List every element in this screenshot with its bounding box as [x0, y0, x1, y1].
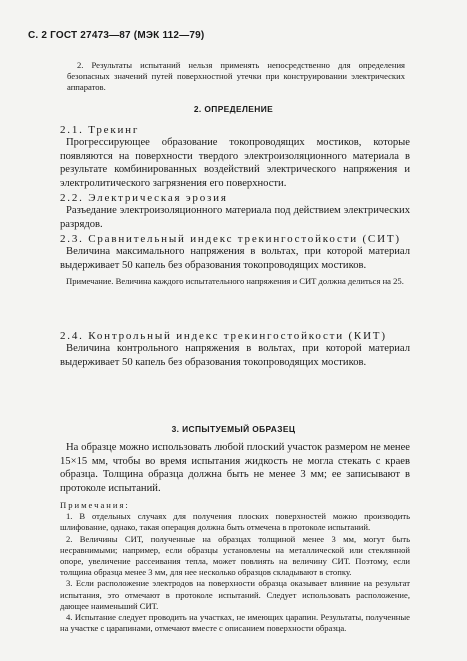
note-2: 2. Величины СИТ, полученные на образцах толщиной менее 3 мм, могут быть несравнимыми; например, если образцы установлены на металлической или стеклянной опоре, увеличение рассеивания тепла, может повлиять на величину СИТ. Поэтому, если толщина образца менее 3 мм, для нее несколько образцов складывают в стопку.: [60, 533, 410, 578]
definition-2-2: [60, 192, 410, 231]
term-2-3-text: Величина максимального напряжения в вольтах, при которой материал выдерживает 50 капель без образования токопроводящих мостиков.: [60, 246, 410, 271]
intro-paragraph: [67, 60, 405, 94]
term-2-3-note: Примечание. Величина каждого испытательного напряжения и СИТ должна делиться на 25.: [66, 276, 404, 287]
section-3-text: На образце можно использовать любой плоский участок размером не менее 15×15 мм, чтобы во время испытания жидкость не могла стекать с краев образца. Толщина образца должна быть не менее 3 мм; ее записывают в протоколе испытаний.: [60, 442, 410, 494]
page-header: С. 2 ГОСТ 27473—87 (МЭК 112—79): [28, 30, 205, 41]
intro-text: 2. Результаты испытаний нельзя применять непосредственно для определения безопасных значений путей поверхностной утечки при конструировании электрических аппаратов.: [67, 60, 405, 93]
term-2-4-text: Величина контрольного напряжения в вольтах, при которой материал выдерживает 50 капель без образования токопроводящих мостиков.: [60, 343, 410, 368]
term-2-2-text: Разъедание электроизоляционного материала под действием электрических разрядов.: [60, 205, 410, 230]
note-4: 4. Испытание следует проводить на участках, не имеющих царапин. Результаты, полученные на участке с царапинами, отмечают вместе с описанием поверхности образца.: [60, 612, 410, 634]
definition-2-3: [60, 233, 410, 287]
note-3: 3. Если расположение электродов на поверхности образца оказывает влияние на результат испытания, это отмечают в протоколе испытаний. Следует использовать расположение, дающее наименьший СИТ.: [60, 578, 410, 611]
term-2-4-title: 2.4. Контрольный индекс трекингостойкости (КИТ): [60, 330, 387, 342]
term-2-2-title: 2.2. Электрическая эрозия: [60, 192, 228, 204]
term-2-1-text: Прогрессирующее образование токопроводящих мостиков, которые появляются на поверхности твердого электроизоляционного материала в результате комбинированных воздействий электрического напряжения и электролитического загрязнения его поверхности.: [60, 137, 410, 189]
notes-title: Примечания:: [60, 500, 130, 510]
term-2-3-title: 2.3. Сравнительный индекс трекингостойкости (СИТ): [60, 233, 401, 245]
section-3-notes: [60, 500, 410, 634]
section-3-body: [60, 441, 410, 495]
definition-2-4: [60, 330, 410, 369]
section-2-heading: 2. ОПРЕДЕЛЕНИЕ: [193, 104, 274, 114]
definition-2-1: [60, 124, 410, 190]
term-2-1-title: 2.1. Трекинг: [60, 124, 140, 136]
note-1: 1. В отдельных случаях для получения плоских поверхностей можно производить шлифование, однако, такая операция должна быть отмечена в протоколе испытаний.: [60, 511, 410, 533]
section-3-heading: 3. ИСПЫТУЕМЫЙ ОБРАЗЕЦ: [171, 424, 296, 434]
